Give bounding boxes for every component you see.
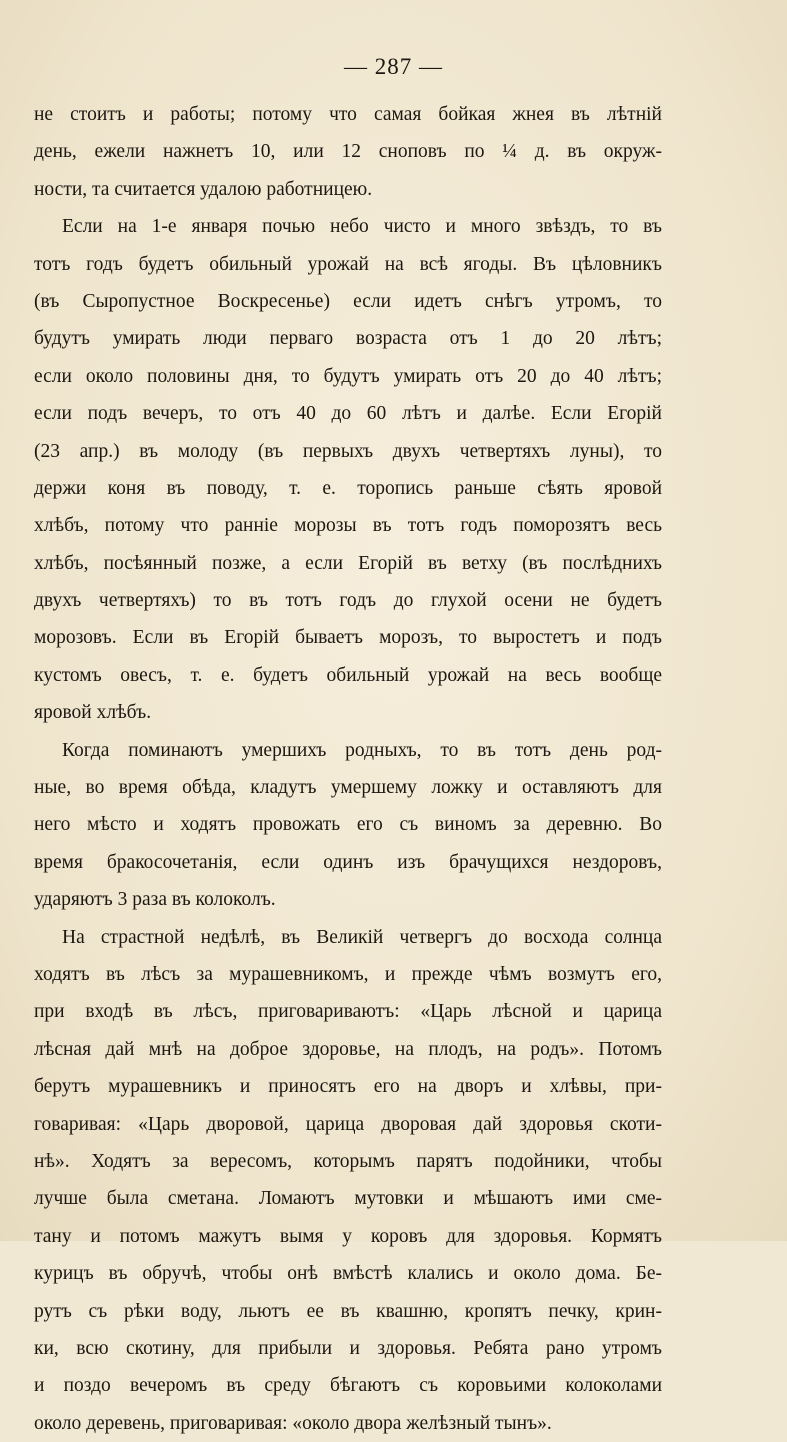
text-line: при входѣ въ лѣсъ, приговариваютъ: «Царь лѣсной и царица xyxy=(34,1001,662,1023)
text-line: тотъ годъ будетъ обильный урожай на всѣ ягоды. Въ цѣловникъ xyxy=(34,253,662,275)
text-line: и поздо вечеромъ въ среду бѣгаютъ съ коровьими колоколами xyxy=(34,1375,662,1397)
text-line: время бракосочетанія, если одинъ изъ брачущихся нездоровъ, xyxy=(34,851,662,873)
text-line: если подъ вечеръ, то отъ 40 до 60 лѣтъ и далѣе. Если Егорій xyxy=(34,403,662,425)
text-line: хлѣбъ, потому что раннiе морозы въ тотъ годъ поморозятъ весь xyxy=(34,515,662,537)
text-line: него мѣсто и ходятъ провожать его съ виномъ за деревню. Во xyxy=(34,814,662,836)
paragraph xyxy=(34,919,662,1442)
text-line: тану и потомъ мажутъ вымя у коровъ для здоровья. Кормятъ xyxy=(34,1225,662,1247)
paragraph xyxy=(34,732,662,919)
text-line: ные, во время обѣда, кладутъ умершему ложку и оставляютъ для xyxy=(34,777,662,799)
text-line: ки, всю скотину, для прибыли и здоровья. Ребята рано утромъ xyxy=(34,1337,662,1359)
text-line: Если на 1-е января почью небо чисто и много звѣздъ, то въ xyxy=(62,216,662,238)
text-line: яровой хлѣбъ. xyxy=(34,702,152,724)
text-line: берутъ мурашевникъ и приносятъ его на дворъ и хлѣвы, при- xyxy=(34,1076,662,1098)
page-text xyxy=(34,96,662,1442)
text-line: На страстной недѣлѣ, въ Великій четвергъ до восхода солнца xyxy=(62,926,662,948)
paragraph xyxy=(34,208,662,731)
text-line: держи коня въ поводу, т. е. торопись раньше сѣять яровой xyxy=(34,477,662,499)
text-line: ударяютъ 3 раза въ колоколъ. xyxy=(34,889,276,911)
text-line: кустомъ овесъ, т. е. будетъ обильный урожай на весь вообще xyxy=(34,664,662,686)
text-line: около деревень, приговаривая: «около двора желѣзный тынъ». xyxy=(34,1412,552,1434)
paragraph xyxy=(34,96,662,208)
page-number: — 287 — xyxy=(344,54,443,79)
text-line: рутъ съ рѣки воду, льютъ ее въ квашню, кропятъ печку, крин- xyxy=(34,1300,662,1322)
text-line: говаривая: «Царь дворовой, царица дворовая дай здоровья скоти- xyxy=(34,1113,662,1135)
text-line: Когда поминаютъ умершихъ родныхъ, то въ тотъ день род- xyxy=(62,739,662,761)
text-line: хлѣбъ, посѣянный позже, а если Егорій въ ветху (въ послѣднихъ xyxy=(34,552,662,574)
text-line: лѣсная дай мнѣ на доброе здоровье, на плодъ, на родъ». Потомъ xyxy=(34,1038,662,1060)
text-line: не стоитъ и работы; потому что самая бойкая жнея въ лѣтній xyxy=(34,104,662,125)
text-line: ности, та считается удалою работницею. xyxy=(34,178,373,200)
text-line: двухъ четвертяхъ) то въ тотъ годъ до глухой осени не будетъ xyxy=(34,590,662,612)
text-line: будутъ умирать люди перваго возраста отъ 1 до 20 лѣтъ; xyxy=(34,328,662,350)
text-line: курицъ въ обручѣ, чтобы онѣ вмѣстѣ клались и около дома. Бе- xyxy=(34,1263,662,1285)
text-line: если около половины дня, то будутъ умирать отъ 20 до 40 лѣтъ; xyxy=(34,365,662,387)
text-line: лучше была сметана. Ломаютъ мутовки и мѣшаютъ ими сме- xyxy=(34,1188,662,1210)
text-line: морозовъ. Если въ Егорій бываетъ морозъ, то выростетъ и подъ xyxy=(34,627,662,649)
text-line: нѣ». Ходятъ за вересомъ, которымъ парятъ подойники, чтобы xyxy=(34,1150,662,1172)
text-line: ходятъ въ лѣсъ за мурашевникомъ, и прежде чѣмъ возмутъ его, xyxy=(34,963,662,985)
text-line: (23 апр.) въ молоду (въ первыхъ двухъ четвертяхъ луны), то xyxy=(34,440,662,462)
text-line: день, ежели нажнетъ 10, или 12 сноповъ по ¼ д. въ окруж- xyxy=(34,141,662,163)
text-line: (въ Сыропустное Воскресенье) если идетъ снѣгъ утромъ, то xyxy=(34,290,662,312)
